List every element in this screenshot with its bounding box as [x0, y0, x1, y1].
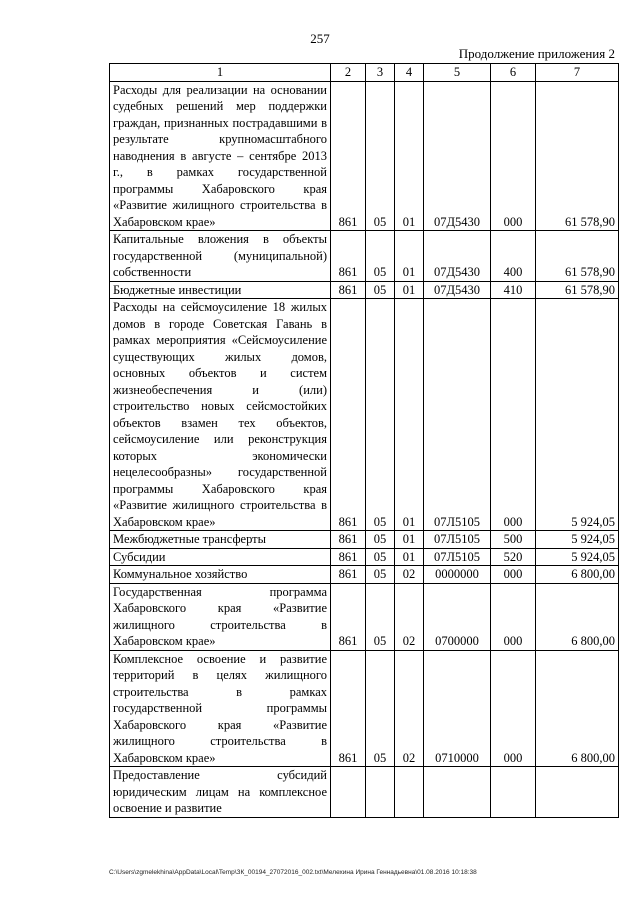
- table-row: [110, 650, 619, 767]
- header-row: [110, 64, 619, 82]
- subsection-code: 01: [395, 531, 424, 549]
- amount: 61 578,90: [536, 81, 619, 231]
- ministry-code: 861: [331, 231, 366, 282]
- amount: 61 578,90: [536, 281, 619, 299]
- subsection-code: 01: [395, 548, 424, 566]
- continuation-label: Продолжение приложения 2: [458, 46, 615, 61]
- expense-name: Предоставление субсидий юридическим лицам на комплексное освоение и развитие: [110, 767, 331, 818]
- expense-type: 410: [491, 281, 536, 299]
- expense-type: 000: [491, 650, 536, 767]
- subsection-code: 02: [395, 566, 424, 584]
- section-code: 05: [366, 81, 395, 231]
- target-article: 07Л5105: [424, 531, 491, 549]
- expense-name: Государственная программа Хабаровского края «Развитие жилищного строительства в Хабаровском крае»: [110, 583, 331, 650]
- section-code: 05: [366, 650, 395, 767]
- table-row: [110, 281, 619, 299]
- amount: 6 800,00: [536, 583, 619, 650]
- amount: [536, 767, 619, 818]
- amount: 5 924,05: [536, 299, 619, 531]
- header-cell: 7: [536, 64, 619, 82]
- file-path-footer: C:\Users\zgmelekhina\AppData\Local\Temp\ЗК_00194_27072016_002.txt\Мелехина Ирина Геннадьевна\01.08.2016 10:18:38: [109, 869, 477, 876]
- expense-type: 520: [491, 548, 536, 566]
- header-cell: 1: [110, 64, 331, 82]
- expense-type: 500: [491, 531, 536, 549]
- table-row: [110, 81, 619, 231]
- subsection-code: 01: [395, 231, 424, 282]
- header-cell: 6: [491, 64, 536, 82]
- target-article: 0700000: [424, 583, 491, 650]
- subsection-code: 02: [395, 650, 424, 767]
- expense-type: 000: [491, 566, 536, 584]
- amount: 6 800,00: [536, 566, 619, 584]
- ministry-code: 861: [331, 281, 366, 299]
- expense-name: Капитальные вложения в объекты государственной (муниципальной) собственности: [110, 231, 331, 282]
- expense-name: Комплексное освоение и развитие территорий в целях жилищного строительства в рамках государственной программы Хабаровского края «Развитие жилищного строительства в Хабаровском крае»: [110, 650, 331, 767]
- expense-name: Межбюджетные трансферты: [110, 531, 331, 549]
- amount: 5 924,05: [536, 531, 619, 549]
- table-row: [110, 231, 619, 282]
- expense-type: 400: [491, 231, 536, 282]
- expense-type: 000: [491, 583, 536, 650]
- target-article: 0710000: [424, 650, 491, 767]
- amount: 6 800,00: [536, 650, 619, 767]
- ministry-code: [331, 767, 366, 818]
- amount: 5 924,05: [536, 548, 619, 566]
- ministry-code: 861: [331, 650, 366, 767]
- ministry-code: 861: [331, 548, 366, 566]
- section-code: 05: [366, 566, 395, 584]
- table-row: [110, 548, 619, 566]
- page-number: 257: [310, 31, 330, 46]
- ministry-code: 861: [331, 566, 366, 584]
- header-cell: 5: [424, 64, 491, 82]
- header-cell: 4: [395, 64, 424, 82]
- table-row: [110, 566, 619, 584]
- target-article: 07Л5105: [424, 548, 491, 566]
- header-cell: 2: [331, 64, 366, 82]
- expense-name: Расходы на сейсмоусиление 18 жилых домов в городе Советская Гавань в рамках мероприятия «Сейсмоусиление существующих жилых домов, основных объектов и систем жизнеобеспечения и (или) строительство новых сейсмостойких объектов взамен тех объектов, сейсмоусиление или реконструкция которых экономически нецелесообразны» государственной программы Хабаровского края «Развитие жилищного строительства в Хабаровском крае»: [110, 299, 331, 531]
- expense-name: Коммунальное хозяйство: [110, 566, 331, 584]
- subsection-code: 01: [395, 281, 424, 299]
- expense-name: Субсидии: [110, 548, 331, 566]
- ministry-code: 861: [331, 299, 366, 531]
- expense-type: [491, 767, 536, 818]
- budget-table: [109, 63, 619, 818]
- target-article: 07Д5430: [424, 231, 491, 282]
- section-code: [366, 767, 395, 818]
- expense-type: 000: [491, 299, 536, 531]
- target-article: [424, 767, 491, 818]
- expense-type: 000: [491, 81, 536, 231]
- amount: 61 578,90: [536, 231, 619, 282]
- section-code: 05: [366, 231, 395, 282]
- target-article: 07Д5430: [424, 81, 491, 231]
- ministry-code: 861: [331, 531, 366, 549]
- ministry-code: 861: [331, 81, 366, 231]
- target-article: 0000000: [424, 566, 491, 584]
- expense-name: Бюджетные инвестиции: [110, 281, 331, 299]
- section-code: 05: [366, 299, 395, 531]
- table-row: [110, 767, 619, 818]
- section-code: 05: [366, 548, 395, 566]
- subsection-code: 01: [395, 299, 424, 531]
- target-article: 07Л5105: [424, 299, 491, 531]
- section-code: 05: [366, 531, 395, 549]
- section-code: 05: [366, 583, 395, 650]
- ministry-code: 861: [331, 583, 366, 650]
- table-row: [110, 583, 619, 650]
- subsection-code: 02: [395, 583, 424, 650]
- section-code: 05: [366, 281, 395, 299]
- expense-name: Расходы для реализации на основании судебных решений мер поддержки граждан, признанных пострадавшими в результате крупномасштабного наводнения в августе – сентябре 2013 г., в рамках государственной программы Хабаровского края «Развитие жилищного строительства в Хабаровском крае»: [110, 81, 331, 231]
- subsection-code: [395, 767, 424, 818]
- header-cell: 3: [366, 64, 395, 82]
- table-row: [110, 299, 619, 531]
- subsection-code: 01: [395, 81, 424, 231]
- table-row: [110, 531, 619, 549]
- target-article: 07Д5430: [424, 281, 491, 299]
